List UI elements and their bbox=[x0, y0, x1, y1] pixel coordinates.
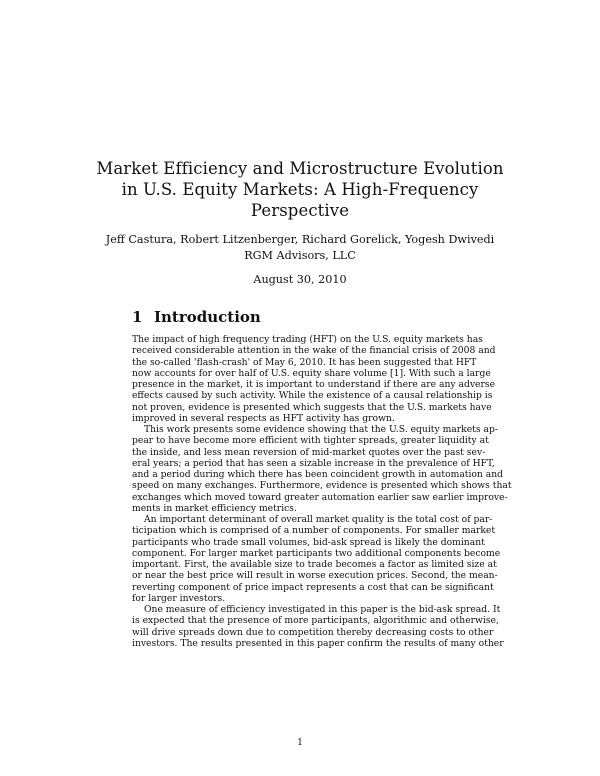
text-line: ticipation which is comprised of a number of components. For smaller market bbox=[132, 525, 496, 537]
text-line: important. First, the available size to trade becomes a factor as limited size at bbox=[132, 559, 497, 570]
title-line: Perspective bbox=[250, 201, 350, 220]
text-line: pear to have become more efficient with tighter spreads, greater liquidity at bbox=[132, 435, 489, 447]
text-line: presence in the market, it is important to understand if there are any adverse bbox=[132, 379, 496, 390]
title-line: Market Efficiency and Microstructure Evolution bbox=[96, 159, 504, 178]
section-heading bbox=[132, 307, 468, 327]
text-line: This work presents some evidence showing that the U.S. equity markets ap- bbox=[144, 424, 498, 435]
text-line: participants who trade small volumes, bid-ask spread is likely the dominant bbox=[132, 536, 485, 548]
text-line: or near the best price will result in worse execution prices. Second, the mean- bbox=[132, 570, 498, 582]
text-line: not proven, evidence is presented which suggests that the U.S. markets have bbox=[132, 401, 492, 413]
text-line: is expected that the presence of more participants, algorithmic and otherwise, bbox=[132, 615, 499, 627]
text-line: component. For larger market participants two additional components become bbox=[132, 547, 501, 559]
text-line: for larger investors. bbox=[132, 592, 226, 604]
text-line: effects caused by such activity. While the existence of a causal relationship is bbox=[132, 390, 493, 402]
section-title: Introduction bbox=[154, 308, 261, 326]
text-line: now accounts for over half of U.S. equity share volume [1]. With such a large bbox=[132, 367, 491, 379]
affiliation: RGM Advisors, LLC bbox=[244, 249, 356, 262]
text-line: eral years; a period that has seen a sizable increase in the prevalence of HFT, bbox=[132, 457, 495, 469]
text-line: The impact of high frequency trading (HFT) on the U.S. equity markets has bbox=[132, 334, 483, 345]
text-line: will drive spreads down due to competition thereby decreasing costs to other bbox=[132, 626, 494, 638]
text-line: One measure of efficiency investigated in this paper is the bid-ask spread. It bbox=[144, 604, 501, 615]
text-line: An important determinant of overall market quality is the total cost of par- bbox=[144, 514, 493, 525]
publication-date: August 30, 2010 bbox=[253, 273, 347, 286]
text-line: reverting component of price impact represents a cost that can be significant bbox=[132, 581, 494, 593]
author-list: Jeff Castura, Robert Litzenberger, Richard Gorelick, Yogesh Dwivedi bbox=[105, 233, 495, 246]
text-line: received considerable attention in the wake of the financial crisis of 2008 and bbox=[132, 345, 496, 357]
title-line: in U.S. Equity Markets: A High-Frequency bbox=[121, 180, 479, 199]
text-line: ments in market efficiency metrics. bbox=[132, 502, 297, 514]
section-number: 1 bbox=[132, 308, 143, 326]
text-line: exchanges which moved toward greater automation earlier saw earlier improve- bbox=[132, 491, 508, 503]
page-number: 1 bbox=[297, 737, 303, 748]
text-line: the so-called 'flash-crash' of May 6, 2010. It has been suggested that HFT bbox=[132, 356, 477, 368]
text-line: speed on many exchanges. Furthermore, evidence is presented which shows that bbox=[132, 480, 512, 492]
text-line: the inside, and less mean reversion of mid-market quotes over the past sev- bbox=[132, 446, 486, 458]
paper-title bbox=[60, 158, 540, 221]
text-line: improved in several respects as HFT activity has grown. bbox=[132, 412, 395, 424]
text-line: investors. The results presented in this paper confirm the results of many other bbox=[132, 637, 504, 649]
text-line: and a period during which there has been coincident growth in automation and bbox=[132, 469, 504, 480]
introduction-body bbox=[132, 334, 512, 649]
